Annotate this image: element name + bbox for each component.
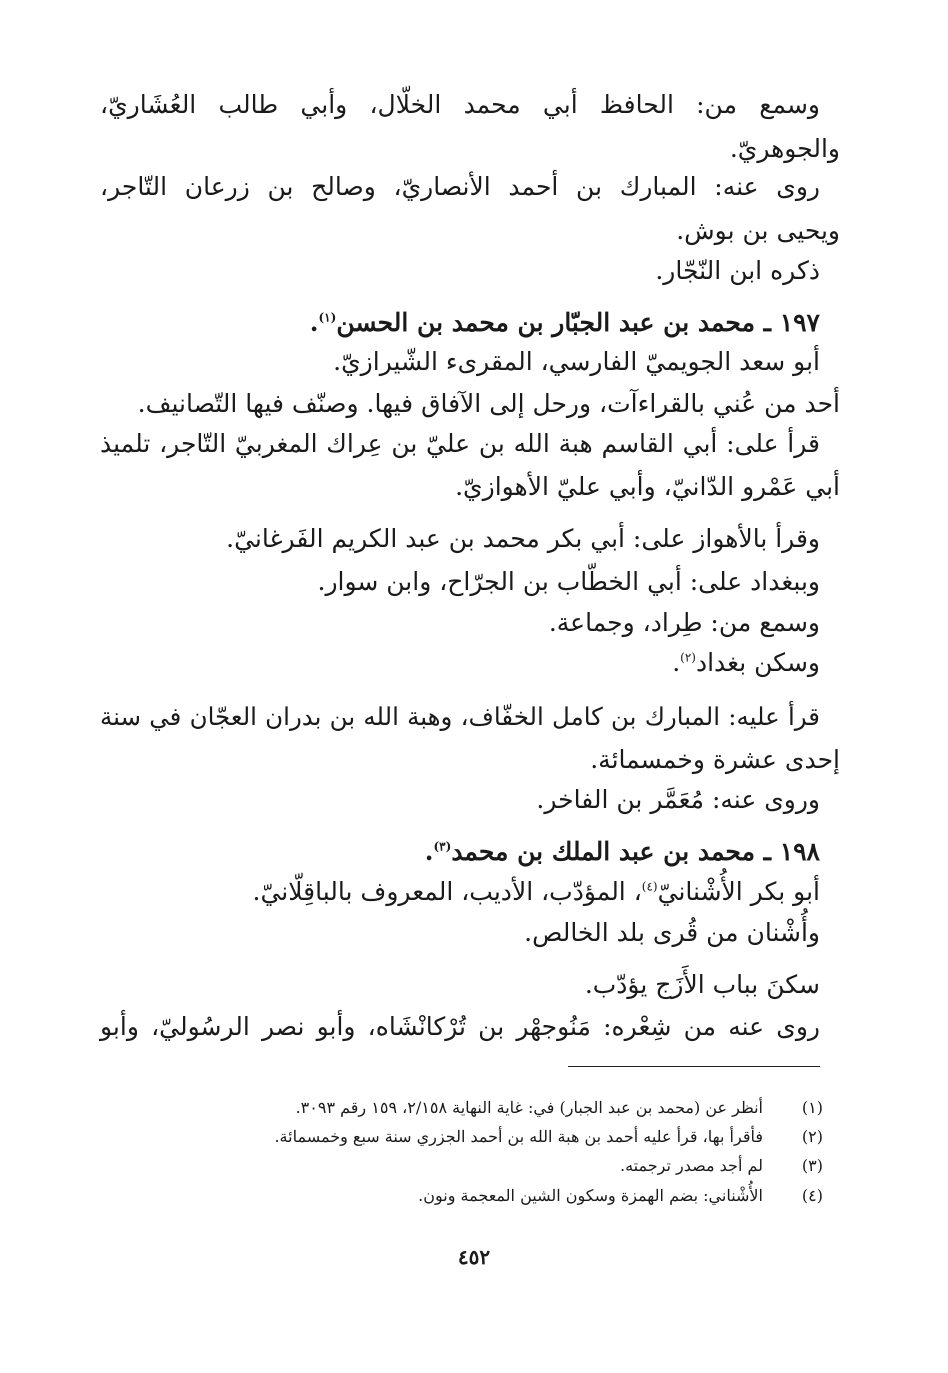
text-line: والجوهريّ. bbox=[729, 134, 840, 163]
footnote-number: (٣) bbox=[801, 1156, 823, 1175]
text-line: وروى عنه: مُعَمَّر بن الفاخر. bbox=[536, 785, 820, 814]
footnote-separator bbox=[568, 1066, 820, 1067]
text-line: روى عنه من شِعْره: مَنُوجهْر بن تُرْكانْشَاه، وأبو نصر الرسُوليّ، وأبو bbox=[100, 1012, 820, 1041]
entry-heading-198 bbox=[425, 835, 820, 869]
text-line: أحد من عُني بالقراءآت، ورحل إلى الآفاق فيها. وصنّف فيها التّصانيف. bbox=[137, 389, 840, 418]
entry-title: ١٩٧ ـ محمد بن عبد الجبّار بن محمد بن الحسن bbox=[336, 308, 820, 337]
text-line: وببغداد على: أبي الخطّاب بن الجرّاح، وابن سوار. bbox=[317, 567, 820, 596]
text-segment: أبو بكر الأُشْنانيّ bbox=[657, 877, 820, 906]
footnote-text: فأقرأ بها، قرأ عليه أحمد بن هبة الله بن أحمد الجزري سنة سبع وخمسمائة. bbox=[274, 1127, 763, 1146]
text-line-with-note bbox=[672, 646, 820, 680]
text-line: وقرأ بالأهواز على: أبي بكر محمد بن عبد الكريم الفَرغانيّ. bbox=[226, 524, 820, 553]
footnote-ref: (٤) bbox=[641, 879, 658, 894]
text-line: روى عنه: المبارك بن أحمد الأنصاريّ، وصالح بن زرعان التّاجر، bbox=[100, 172, 820, 201]
text-line: قرأ عليه: المبارك بن كامل الخفّاف، وهبة الله بن بدران العجّان في سنة bbox=[100, 702, 820, 731]
footnote-number: (٢) bbox=[801, 1127, 823, 1146]
footnote-text: لم أجد مصدر ترجمته. bbox=[620, 1156, 763, 1175]
text-line: ويحيى بن بوش. bbox=[676, 216, 840, 245]
entry-heading-197 bbox=[310, 306, 820, 340]
text-line: أبو سعد الجويميّ الفارسي، المقرىء الشّيرازيّ. bbox=[333, 347, 820, 376]
text-line: أبي عَمْرو الدّانيّ، وأبي عليّ الأهوازيّ. bbox=[455, 472, 840, 501]
text-line: إحدى عشرة وخمسمائة. bbox=[590, 745, 840, 774]
footnote-ref: (٣) bbox=[433, 839, 452, 854]
period: . bbox=[424, 837, 434, 866]
entry-title: ١٩٨ ـ محمد بن عبد الملك بن محمد bbox=[451, 837, 820, 866]
text-line: وسمع من: الحافظ أبي محمد الخلّال، وأبي طالب العُشَاريّ، bbox=[100, 90, 820, 119]
text-line-with-note bbox=[253, 875, 820, 909]
text-line: قرأ على: أبي القاسم هبة الله بن عليّ بن عِراك المغربيّ التّاجر، تلميذ bbox=[100, 429, 820, 458]
text-line: سكنَ بباب الأَزَج يؤدّب. bbox=[584, 970, 820, 999]
footnote-text: الأُشْناني: بضم الهمزة وسكون الشين المعجمة ونون. bbox=[418, 1186, 763, 1205]
text-segment: ، المؤدّب، الأديب، المعروف بالباقِلّانيّ. bbox=[252, 877, 642, 906]
footnote-text: أنظر عن (محمد بن عبد الجبار) في: غاية النهاية ٢/١٥٨، ١٥٩ رقم ٣٠٩٣. bbox=[295, 1098, 763, 1117]
text-line: وسمع من: طِراد، وجماعة. bbox=[548, 608, 820, 637]
text-segment: وسكن بغداد bbox=[695, 648, 820, 677]
period: . bbox=[672, 648, 681, 677]
period: . bbox=[309, 308, 319, 337]
text-line: ذكره ابن النّجّار. bbox=[655, 256, 820, 285]
footnote-number: (٤) bbox=[801, 1186, 823, 1205]
footnote-number: (١) bbox=[801, 1098, 823, 1117]
page-number: ٤٥٢ bbox=[457, 1245, 491, 1269]
footnote-ref: (١) bbox=[318, 310, 337, 325]
footnote-ref: (٢) bbox=[680, 650, 696, 665]
text-line: وأُشْنان من قُرى بلد الخالص. bbox=[524, 918, 820, 947]
